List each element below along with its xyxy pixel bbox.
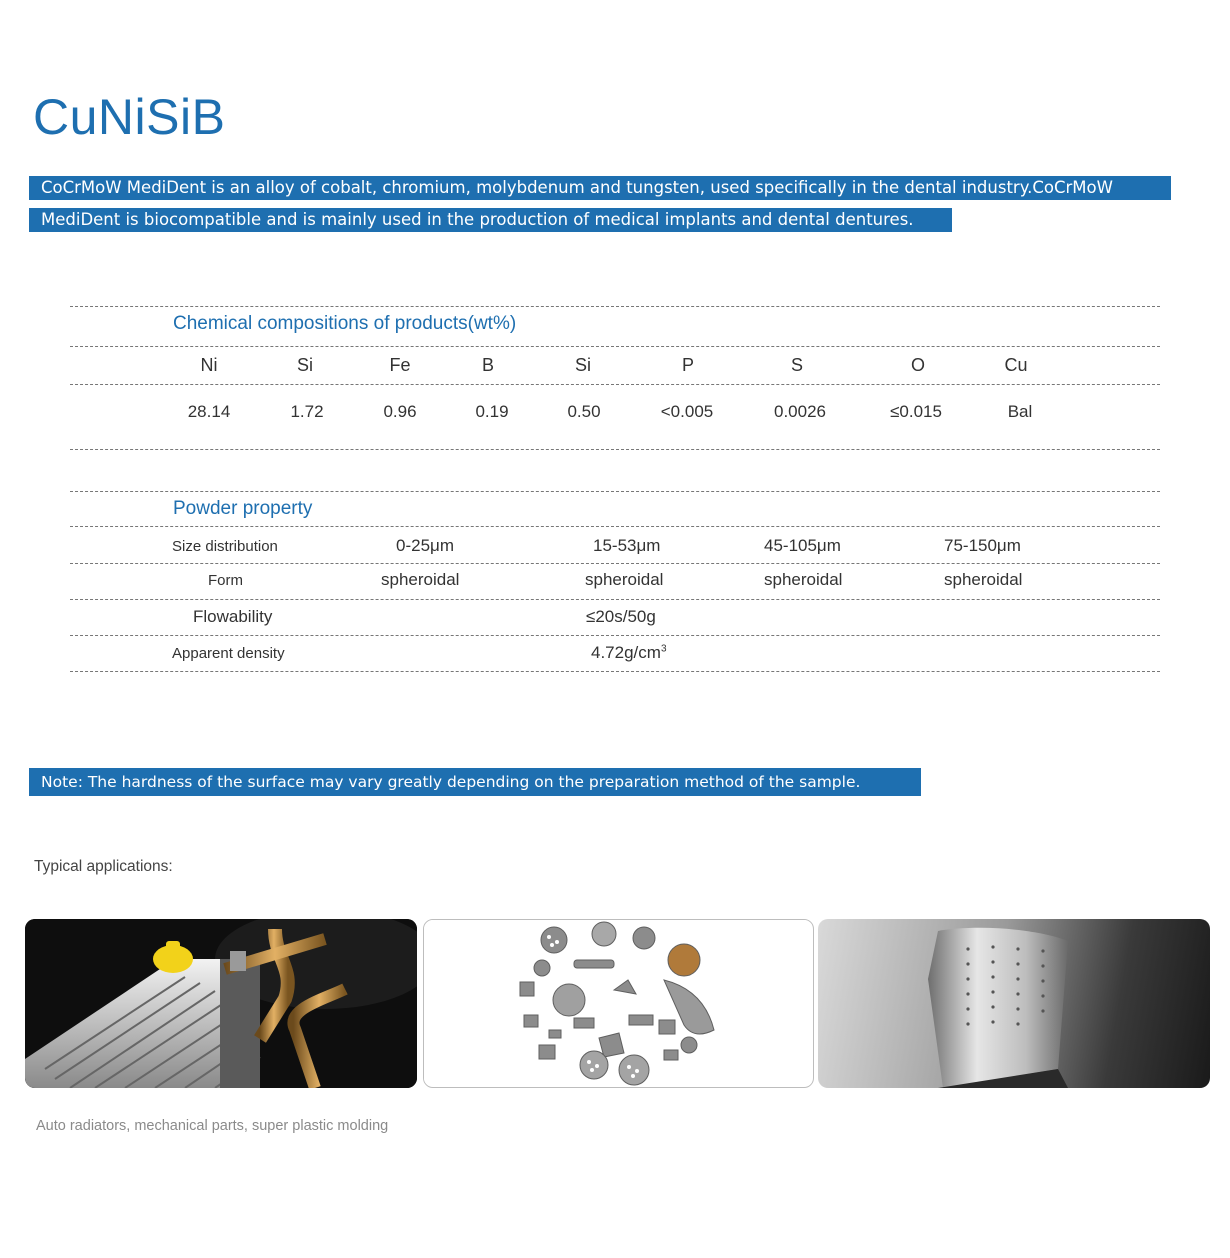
size-value: 45-105μm [764, 536, 841, 555]
powder-section-title: Powder property [173, 498, 313, 519]
form-value: spheroidal [944, 570, 1023, 589]
element-value-b: 0.19 [475, 402, 509, 421]
element-header-fe: Fe [389, 355, 411, 375]
table-divider [70, 671, 1160, 672]
element-header-cu: Cu [1004, 355, 1028, 375]
size-value: 75-150μm [944, 536, 1021, 555]
element-value-s: 0.0026 [774, 402, 826, 421]
table-divider [70, 526, 1160, 527]
density-unit-superscript: 3 [660, 643, 667, 655]
flowability-value: ≤20s/50g [586, 607, 656, 626]
element-header-si-2: Si [574, 355, 592, 375]
size-distribution-label: Size distribution [172, 538, 278, 555]
table-divider [70, 491, 1160, 492]
element-value-fe: 0.96 [383, 402, 417, 421]
turbine-blade-photo [818, 919, 1210, 1088]
size-value: 0-25μm [396, 536, 454, 555]
element-header-p: P [681, 355, 695, 375]
form-value: spheroidal [764, 570, 843, 589]
table-divider [70, 563, 1160, 564]
table-divider [70, 306, 1160, 307]
applications-caption: Auto radiators, mechanical parts, super plastic molding [36, 1118, 389, 1134]
element-value-cu: Bal [1007, 402, 1033, 421]
element-header-o: O [910, 355, 926, 375]
element-header-si: Si [296, 355, 314, 375]
apparent-density-value: $4.72g/cm^3$ [591, 643, 667, 662]
intro-banner-line-1: CoCrMoW MediDent is an alloy of cobalt, chromium, molybdenum and tungsten, used specifically in the dental industry.CoCrMoW [29, 176, 1171, 200]
table-divider [70, 449, 1160, 450]
mechanical-parts-photo [423, 919, 814, 1088]
element-header-s: S [790, 355, 804, 375]
form-value: spheroidal [585, 570, 664, 589]
element-value-ni: 28.14 [187, 402, 231, 421]
size-value: 15-53μm [593, 536, 661, 555]
table-divider [70, 384, 1160, 385]
form-label: Form [208, 572, 243, 589]
applications-label: Typical applications: [34, 858, 173, 875]
note-banner: Note: The hardness of the surface may vary greatly depending on the preparation method of the sample. [29, 768, 921, 796]
element-header-b: B [481, 355, 495, 375]
chemical-section-title: Chemical compositions of products(wt%) [173, 313, 517, 334]
element-value-o: ≤0.015 [890, 402, 942, 421]
element-value-si-2: 0.50 [567, 402, 601, 421]
table-divider [70, 346, 1160, 347]
element-value-si: 1.72 [290, 402, 324, 421]
radiator-photo [25, 919, 417, 1088]
element-header-ni: Ni [200, 355, 218, 375]
form-value: spheroidal [381, 570, 460, 589]
intro-banner-line-2: MediDent is biocompatible and is mainly used in the production of medical implants and dental dentures. [29, 208, 952, 232]
table-divider [70, 599, 1160, 600]
element-value-p: <0.005 [660, 402, 714, 421]
page-title: CuNiSiB [33, 89, 226, 145]
apparent-density-label: Apparent density [172, 645, 285, 662]
flowability-label: Flowability [193, 607, 273, 626]
table-divider [70, 635, 1160, 636]
